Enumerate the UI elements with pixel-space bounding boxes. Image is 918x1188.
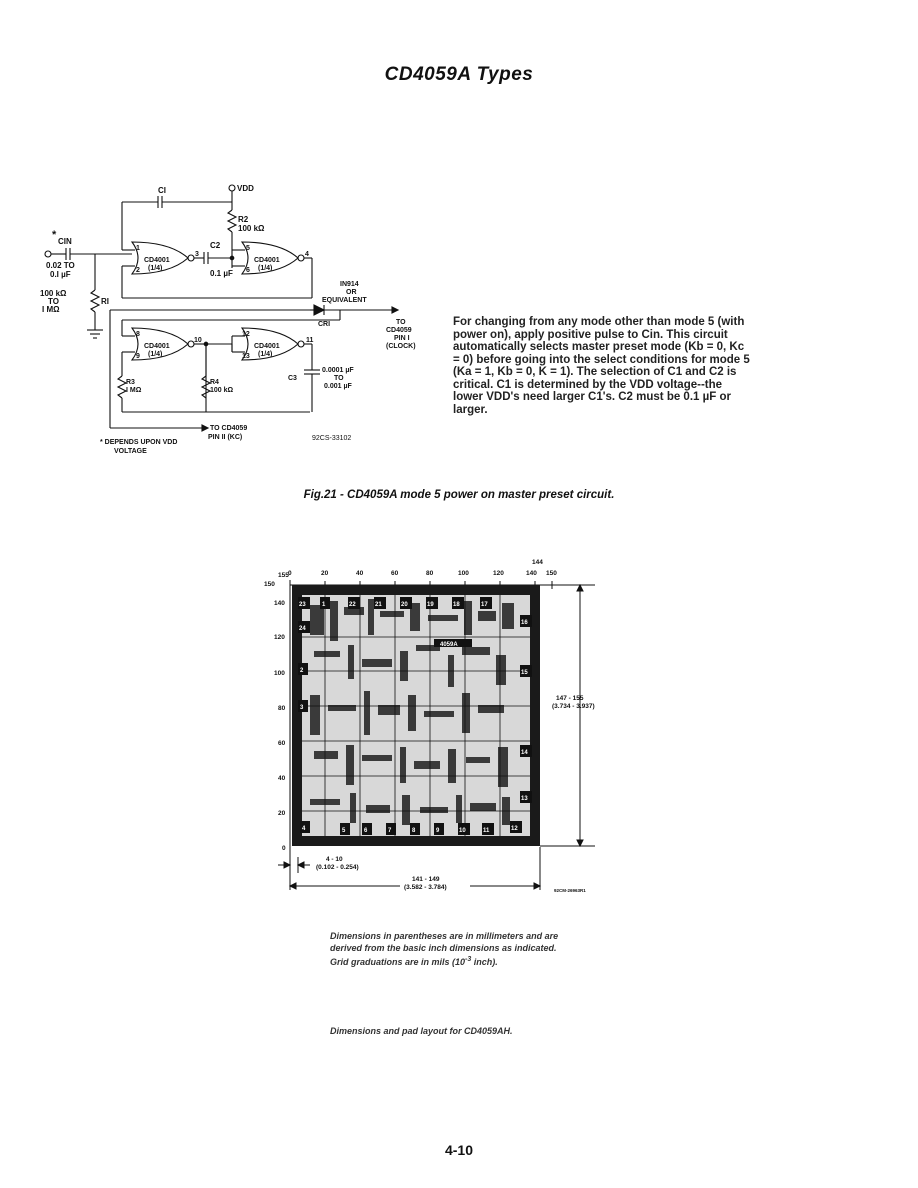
pad-8: 8 [412, 828, 416, 834]
top-scale-60: 60 [391, 570, 399, 577]
pad-6: 6 [364, 828, 368, 834]
c2-label: C2 [210, 241, 221, 250]
width-dimension-mm: (3.582 - 3.784) [404, 884, 447, 891]
left-scale-120: 120 [274, 634, 285, 641]
pin-1: 1 [136, 245, 140, 252]
r1-value-1: 100 kΩ [40, 289, 67, 298]
right-dimension-mm: (3.734 - 3.937) [552, 703, 595, 710]
pad-23: 23 [299, 602, 306, 608]
schematic-code: 92CS-33102 [312, 435, 352, 442]
pad-7: 7 [388, 828, 392, 834]
to-kc-2: PIN II (KC) [208, 434, 243, 441]
pin-6: 6 [246, 267, 250, 274]
pad-21: 21 [375, 602, 382, 608]
dimensions-note-exponent: -3 [465, 956, 472, 963]
top-scale-144: 144 [532, 559, 543, 566]
dimensions-note-line-1: Dimensions in parentheses are in millimeters and are [330, 931, 559, 941]
r4-label: R4 [210, 379, 219, 386]
gate-2-label: CD4001 [254, 257, 280, 264]
gate-3-fraction: (1/4) [148, 351, 163, 358]
r1-value-3: I MΩ [42, 305, 60, 314]
pin-13: 13 [242, 353, 250, 360]
pad-11: 11 [483, 828, 490, 834]
pad-14: 14 [521, 750, 528, 756]
cr1-label: CRI [318, 321, 331, 328]
pad-3: 3 [300, 705, 304, 711]
pin-12: 12 [242, 331, 250, 338]
top-scale-0: 0 [288, 570, 292, 577]
top-scale-120: 120 [493, 570, 504, 577]
left-scale-155: 155 [278, 572, 289, 579]
page-number: 4-10 [444, 1142, 474, 1158]
pin-5: 5 [246, 245, 250, 252]
left-scale-20: 20 [278, 810, 286, 817]
top-scale-20: 20 [321, 570, 329, 577]
figure-21-caption: Fig.21 - CD4059A mode 5 power on master preset circuit. [303, 489, 615, 501]
c3-value-3: 0.001 µF [324, 383, 352, 390]
bottom-dimension-mils: 4 - 10 [326, 856, 343, 863]
width-dimension-mils: 141 - 149 [412, 876, 440, 883]
left-scale-60: 60 [278, 740, 286, 747]
pad-1: 1 [322, 602, 326, 608]
diode-label-3: EQUIVALENT [322, 297, 367, 304]
pin-2: 2 [136, 267, 140, 274]
top-scale-150: 150 [546, 570, 557, 577]
r2-value: 100 kΩ [238, 224, 265, 233]
schematic-diagram [40, 180, 450, 465]
r4-value: 100 kΩ [210, 387, 234, 394]
pin-11: 11 [306, 337, 314, 344]
to-clock-2: CD4059 [386, 327, 412, 334]
pin-10: 10 [194, 337, 202, 344]
cin-value-1: 0.02 TO [46, 261, 75, 270]
left-scale-80: 80 [278, 705, 286, 712]
cin-label: CIN [58, 237, 72, 246]
to-kc-1: TO CD4059 [210, 425, 248, 432]
pad-19: 19 [427, 602, 434, 608]
bottom-dimension-mm: (0.102 - 0.254) [316, 864, 359, 871]
right-dimension-mils: 147 - 155 [556, 695, 584, 702]
dimensions-note-grid: Grid graduations are in mils (10 [330, 957, 466, 967]
left-scale-40: 40 [278, 775, 286, 782]
left-scale-100: 100 [274, 670, 285, 677]
page-title: CD4059A Types [384, 64, 534, 85]
to-clock-4: (CLOCK) [386, 343, 416, 350]
pin-8: 8 [136, 331, 140, 338]
to-clock-3: PIN I [394, 335, 410, 342]
die-layout-diagram [264, 555, 630, 900]
left-scale-140: 140 [274, 600, 285, 607]
circuit-description: For changing from any mode other than mode 5 (with power on), apply positive pulse to Cin. This circuit automatically selects master preset mode (Kb = 0, Kc = 0) before going into the select conditions for mode 5 (Ka = 1, Kb = 0, K = 1). The selection of C1 and C2 is critical. C1 is determined by the VDD voltage--the lower VDD's need larger C1's. C2 must be 0.1 µF or larger. [453, 316, 750, 416]
pad-24: 24 [299, 626, 306, 632]
pin-3: 3 [195, 251, 199, 258]
r3-value: I MΩ [126, 387, 142, 394]
gate-4-label: CD4001 [254, 343, 280, 350]
c3-label: C3 [288, 375, 297, 382]
pin-9: 9 [136, 353, 140, 360]
pad-20: 20 [401, 602, 408, 608]
gate-3-label: CD4001 [144, 343, 170, 350]
pad-18: 18 [453, 602, 460, 608]
c2-value: 0.1 µF [210, 269, 233, 278]
dimensions-note [330, 930, 630, 968]
cin-value-2: 0.I µF [50, 270, 71, 279]
top-scale-100: 100 [458, 570, 469, 577]
to-clock-1: TO [396, 319, 406, 326]
pad-9: 9 [436, 828, 440, 834]
pin-4: 4 [305, 251, 309, 258]
pad-10: 10 [459, 828, 466, 834]
chip-label: 4059A [440, 642, 458, 648]
gate-1-label: CD4001 [144, 257, 170, 264]
pad-5: 5 [342, 828, 346, 834]
dimensions-note-inch: inch). [471, 957, 498, 967]
depends-note-2: VOLTAGE [114, 448, 147, 455]
gate-4-fraction: (1/4) [258, 351, 273, 358]
pad-15: 15 [521, 670, 528, 676]
r1-label: RI [101, 297, 109, 306]
r3-label: R3 [126, 379, 135, 386]
diode-label-1: IN914 [340, 281, 359, 288]
r1-value-2: TO [48, 297, 59, 306]
pad-22: 22 [349, 602, 356, 608]
top-scale-140: 140 [526, 570, 537, 577]
dimensions-note-line-2: derived from the basic inch dimensions as indicated. [330, 943, 557, 953]
r2-label: R2 [238, 215, 249, 224]
gate-2-fraction: (1/4) [258, 265, 273, 272]
pad-2: 2 [300, 668, 304, 674]
pad-16: 16 [521, 620, 528, 626]
pad-12: 12 [511, 826, 518, 832]
left-scale-150: 150 [264, 581, 275, 588]
cin-asterisk: * [52, 229, 57, 241]
dimensions-note-line-3 [330, 954, 630, 968]
left-scale-0: 0 [282, 845, 286, 852]
top-scale-40: 40 [356, 570, 364, 577]
pad-17: 17 [481, 602, 488, 608]
diode-label-2: OR [346, 289, 357, 296]
c3-value-2: TO [334, 375, 344, 382]
pad-layout-caption: Dimensions and pad layout for CD4059AH. [330, 1026, 513, 1036]
depends-note-1: * DEPENDS UPON VDD [100, 439, 178, 446]
pad-4: 4 [302, 826, 306, 832]
gate-1-fraction: (1/4) [148, 265, 163, 272]
top-scale-80: 80 [426, 570, 434, 577]
die-code: 92CM-26963R1 [554, 888, 586, 893]
vdd-label: VDD [237, 184, 254, 193]
pad-13: 13 [521, 796, 528, 802]
c3-value-1: 0.0001 µF [322, 367, 354, 374]
c1-label: CI [158, 186, 166, 195]
